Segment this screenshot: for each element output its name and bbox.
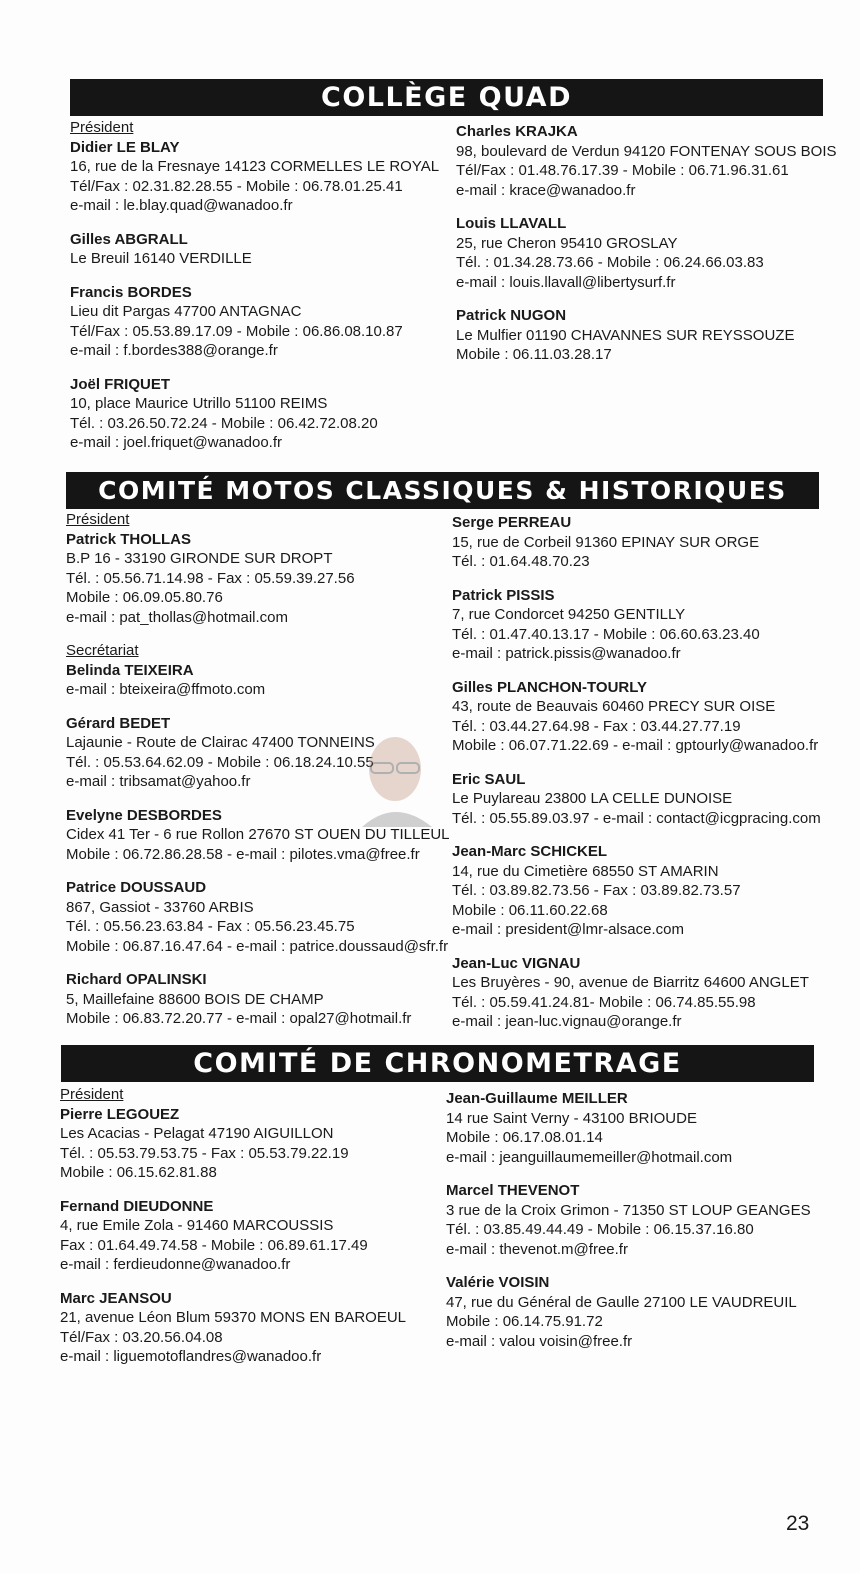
contact-name: Gilles PLANCHON-TOURLY [452,678,648,696]
contact-detail-line: B.P 16 - 33190 GIRONDE SUR DROPT [66,550,333,567]
contact-detail-line: Tél. : 05.59.41.24.81- Mobile : 06.74.85.55.98 [452,993,756,1011]
contact-detail-line: Le Puylareau 23800 LA CELLE DUNOISE [452,790,733,807]
contact-detail-line: e-mail : jean-luc.vignau@orange.fr [452,1013,682,1030]
section-banner-college-quad: COLLÈGE QUAD [70,79,823,116]
contact-detail-line: Mobile : 06.87.16.47.64 - e-mail : patrice.doussaud@sfr.fr [66,937,449,955]
contact-detail-line: Tél/Fax : 02.31.82.28.55 - Mobile : 06.78.01.25.41 [70,177,403,195]
contact-entry [66,510,446,627]
contact-detail-line: 14 rue Saint Verny - 43100 BRIOUDE [446,1109,697,1127]
contact-detail-line: 10, place Maurice Utrillo 51100 REIMS [70,395,328,412]
contact-detail-line: e-mail : patrick.pissis@wanadoo.fr [452,645,681,662]
contact-detail-line: e-mail : thevenot.m@free.fr [446,1240,628,1258]
section-2-right-column [446,1089,836,1365]
contact-detail-line: 16, rue de la Fresnaye 14123 CORMELLES LE ROYAL [70,158,440,175]
contact-detail-line: e-mail : valou voisin@free.fr [446,1332,633,1350]
contact-name: Didier LE BLAY [70,138,180,156]
contact-detail-line: Tél. : 05.56.71.14.98 - Fax : 05.59.39.27.56 [66,569,355,587]
contact-detail-line: Mobile : 06.09.05.80.76 [66,589,223,606]
contact-detail-line: e-mail : louis.llavall@libertysurf.fr [456,273,676,291]
contact-name: Patrice DOUSSAUD [66,879,207,896]
contact-name: Pierre LEGOUEZ [60,1105,180,1123]
contact-detail-line: Tél. : 05.53.79.53.75 - Fax : 05.53.79.22.19 [60,1144,349,1162]
contact-detail-line: Les Acacias - Pelagat 47190 AIGUILLON [60,1125,334,1142]
contact-entry [66,641,446,700]
contact-entry [70,375,445,453]
contact-detail-line: Tél/Fax : 05.53.89.17.09 - Mobile : 06.86.08.10.87 [70,322,403,340]
contact-detail-line: Tél/Fax : 01.48.76.17.39 - Mobile : 06.71.96.31.61 [456,162,789,179]
contact-entry [456,306,831,365]
contact-detail-line: 3 rue de la Croix Grimon - 71350 ST LOUP GEANGES [446,1201,811,1219]
contact-detail-line: Lajaunie - Route de Clairac 47400 TONNEINS [66,734,375,751]
contact-entry [70,230,445,269]
contact-name: Louis LLAVALL [456,215,567,232]
contact-name: Eric SAUL [452,770,526,788]
contact-name: Joël FRIQUET [70,375,171,393]
contact-detail-line: Mobile : 06.14.75.91.72 [446,1313,603,1330]
contact-entry [66,878,449,956]
contact-role: Président [70,119,134,136]
contact-detail-line: Tél. : 05.56.23.63.84 - Fax : 05.56.23.45.75 [66,918,355,935]
contact-detail-line: Mobile : 06.07.71.22.69 - e-mail : gptourly@wanadoo.fr [452,737,819,754]
contact-role: Secrétariat [66,642,139,659]
contact-entry [70,118,445,216]
contact-detail-line: Tél. : 03.89.82.73.56 - Fax : 03.89.82.73.57 [452,882,741,899]
contact-detail-line: e-mail : joel.friquet@wanadoo.fr [70,434,282,451]
contact-detail-line: e-mail : f.bordes388@orange.fr [70,342,278,359]
contact-detail-line: 47, rue du Général de Gaulle 27100 LE VAUDREUIL [446,1293,797,1311]
contact-detail-line: Cidex 41 Ter - 6 rue Rollon 27670 ST OUEN DU TILLEUL [66,826,450,843]
contact-detail-line: Tél. : 03.85.49.44.49 - Mobile : 06.15.37.16.80 [446,1221,754,1238]
contact-name: Gilles ABGRALL [70,230,188,248]
contact-detail-line: Mobile : 06.15.62.81.88 [60,1164,217,1181]
contact-entry [66,970,446,1029]
contact-entry [452,678,832,756]
contact-detail-line: 15, rue de Corbeil 91360 EPINAY SUR ORGE [452,533,760,551]
contact-detail-line: Tél. : 01.64.48.70.23 [452,553,590,570]
contact-detail-line: Mobile : 06.11.60.22.68 [452,901,608,919]
contact-detail-line: Tél. : 03.44.27.64.98 - Fax : 03.44.27.77.19 [452,717,741,735]
contact-detail-line: 7, rue Condorcet 94250 GENTILLY [452,606,686,623]
contact-detail-line: Le Mulfier 01190 CHAVANNES SUR REYSSOUZE [456,326,795,344]
contact-name: Jean-Marc SCHICKEL [452,843,608,860]
contact-entry [456,122,837,200]
contact-detail-line: Lieu dit Pargas 47700 ANTAGNAC [70,303,302,320]
contact-detail-line: e-mail : liguemotoflandres@wanadoo.fr [60,1348,322,1365]
contact-name: Gérard BEDET [66,714,171,732]
contact-entry [446,1089,836,1167]
contact-detail-line: Mobile : 06.83.72.20.77 - e-mail : opal27@hotmail.fr [66,1010,412,1027]
section-0-left-column [70,118,445,467]
contact-entry [452,842,832,940]
section-1-right-column [452,513,832,1046]
contact-detail-line: e-mail : tribsamat@yahoo.fr [66,773,251,790]
contact-detail-line: Les Bruyères - 90, avenue de Biarritz 64600 ANGLET [452,974,809,991]
contact-detail-line: 5, Maillefaine 88600 BOIS DE CHAMP [66,990,324,1008]
contact-detail-line: 98, boulevard de Verdun 94120 FONTENAY SOUS BOIS [456,142,837,160]
portrait-photo [357,727,437,827]
contact-name: Jean-Guillaume MEILLER [446,1090,628,1107]
contact-name: Marcel THEVENOT [446,1182,580,1199]
contact-name: Valérie VOISIN [446,1274,550,1291]
section-0-right-column [456,122,837,379]
contact-detail-line: 4, rue Emile Zola - 91460 MARCOUSSIS [60,1217,334,1234]
contact-entry [452,513,832,572]
contact-role: Président [66,511,130,528]
section-2-left-column [60,1085,440,1381]
section-banner-chronometrage: COMITÉ DE CHRONOMETRAGE [61,1045,814,1082]
contact-detail-line: 25, rue Cheron 95410 GROSLAY [456,234,678,252]
contact-detail-line: e-mail : le.blay.quad@wanadoo.fr [70,197,293,214]
contact-name: Belinda TEIXEIRA [66,661,194,679]
contact-role: Président [60,1086,124,1103]
contact-detail-line: Tél. : 05.53.64.62.09 - Mobile : 06.18.24.10.55 [66,753,374,771]
contact-entry [70,283,445,361]
contact-detail-line: e-mail : ferdieudonne@wanadoo.fr [60,1256,291,1273]
contact-name: Marc JEANSOU [60,1289,172,1307]
contact-detail-line: 43, route de Beauvais 60460 PRECY SUR OISE [452,698,776,715]
contact-name: Jean-Luc VIGNAU [452,954,581,972]
contact-entry [60,1197,440,1275]
contact-detail-line: e-mail : krace@wanadoo.fr [456,181,636,199]
section-banner-motos-classiques: COMITÉ MOTOS CLASSIQUES & HISTORIQUES [66,472,819,509]
contact-detail-line: Tél. : 01.34.28.73.66 - Mobile : 06.24.66.03.83 [456,254,764,271]
contact-detail-line: 867, Gassiot - 33760 ARBIS [66,898,254,916]
contact-name: Evelyne DESBORDES [66,806,222,824]
contact-detail-line: e-mail : pat_thollas@hotmail.com [66,608,288,626]
contact-detail-line: Tél. : 03.26.50.72.24 - Mobile : 06.42.72.08.20 [70,414,378,432]
contact-detail-line: e-mail : jeanguillaumemeiller@hotmail.com [446,1148,733,1166]
contact-detail-line: Tél/Fax : 03.20.56.04.08 [60,1328,223,1346]
contact-entry [452,954,832,1032]
contact-name: Francis BORDES [70,283,192,301]
contact-name: Patrick PISSIS [452,586,555,604]
contact-name: Charles KRAJKA [456,123,578,140]
contact-detail-line: e-mail : bteixeira@ffmoto.com [66,681,266,698]
contact-detail-line: 14, rue du Cimetière 68550 ST AMARIN [452,862,719,880]
contact-entry [446,1273,836,1351]
contact-entry [446,1181,836,1259]
contact-entry [60,1085,440,1183]
contact-entry [60,1289,440,1367]
contact-name: Patrick THOLLAS [66,530,192,548]
contact-detail-line: e-mail : president@lmr-alsace.com [452,921,684,938]
contact-detail-line: Mobile : 06.17.08.01.14 [446,1129,603,1146]
contact-detail-line: 21, avenue Léon Blum 59370 MONS EN BAROEUL [60,1309,407,1326]
contact-entry [452,586,832,664]
contact-detail-line: Fax : 01.64.49.74.58 - Mobile : 06.89.61.17.49 [60,1236,368,1254]
contact-detail-line: Tél. : 01.47.40.13.17 - Mobile : 06.60.63.23.40 [452,625,760,643]
contact-entry [452,770,832,829]
contact-entry [456,214,831,292]
contact-detail-line: Le Breuil 16140 VERDILLE [70,250,252,267]
contact-name: Patrick NUGON [456,307,567,324]
contact-name: Richard OPALINSKI [66,971,207,988]
contact-detail-line: Tél. : 05.55.89.03.97 - e-mail : contact@icgpracing.com [452,809,821,827]
contact-detail-line: Mobile : 06.11.03.28.17 [456,346,612,363]
contact-name: Serge PERREAU [452,514,572,531]
contact-name: Fernand DIEUDONNE [60,1197,214,1215]
contact-detail-line: Mobile : 06.72.86.28.58 - e-mail : pilotes.vma@free.fr [66,845,420,863]
page-number: 23 [786,1512,810,1535]
